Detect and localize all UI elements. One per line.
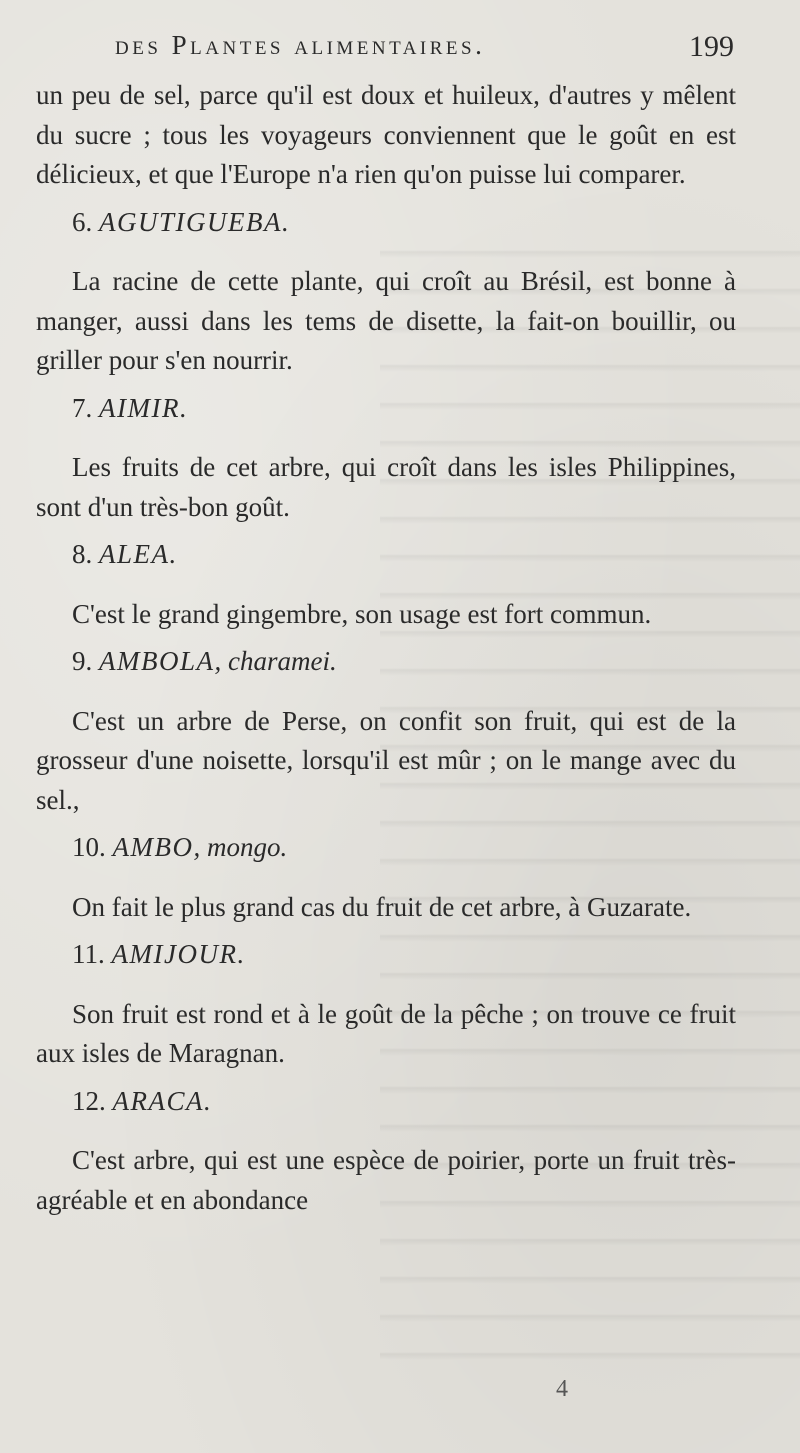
- entry-text: C'est arbre, qui est une espèce de poirier, porte un fruit très-agréable et en abondance: [36, 1145, 736, 1215]
- entry-name: ARACA.: [112, 1085, 213, 1116]
- spacer: [36, 820, 736, 828]
- running-title: des Plantes alimentaires.: [115, 30, 486, 60]
- entry-text: Son fruit est rond et à le goût de la pêche ; on trouve ce fruit aux isles de Maragnan.: [36, 998, 736, 1068]
- entry-number: 12.: [72, 1085, 106, 1116]
- spacer: [36, 381, 736, 389]
- entry-name: AMBOLA: [99, 646, 215, 676]
- entry-text: On fait le plus grand cas du fruit de cet arbre, à Guzarate.: [72, 891, 692, 922]
- entry-number: 8.: [72, 539, 93, 569]
- entry-heading: [36, 935, 736, 975]
- spacer: [36, 634, 736, 642]
- spacer: [36, 682, 736, 702]
- spacer: [36, 1121, 736, 1141]
- spacer: [36, 1074, 736, 1082]
- entry-text: Les fruits de cet arbre, qui croît dans les isles Philippines, sont d'un très-bon goût.: [36, 452, 736, 522]
- spacer: [36, 927, 736, 935]
- spacer: [36, 975, 736, 995]
- entry-heading: [36, 1082, 736, 1122]
- entry-heading: [36, 828, 736, 868]
- entry-text: La racine de cette plante, qui croît au Brésil, est bonne à manger, aussi dans les tems de disette, la fait-on bouillir, ou griller pour s'en nourrir.: [36, 266, 736, 375]
- spacer: [36, 527, 736, 535]
- entry-text: C'est le grand gingembre, son usage est fort commun.: [72, 598, 652, 629]
- entry-name: AMBO: [112, 832, 194, 862]
- spacer: [36, 575, 736, 595]
- intro-paragraph: un peu de sel, parce qu'il est doux et huileux, d'autres y mêlent du sucre ; tous les voyageurs conviennent que le goût en est délicieux, et que l'Europe n'a rien qu'on puisse lui comparer.: [36, 80, 736, 189]
- entry-name: AMIJOUR.: [111, 939, 246, 969]
- spacer: [36, 428, 736, 448]
- running-head: [0, 22, 800, 72]
- entry-heading: [36, 203, 736, 243]
- entry-number: 11.: [72, 939, 105, 969]
- spacer: [36, 195, 736, 203]
- page-number: 199: [689, 30, 734, 63]
- body-text: [36, 76, 736, 1220]
- entry-number: 9.: [72, 646, 93, 676]
- entry-name: AIMIR.: [99, 392, 189, 423]
- signature-mark: 4: [556, 1376, 568, 1402]
- entry-heading: [36, 535, 736, 575]
- entry-number: 7.: [72, 392, 93, 423]
- entry-name: ALEA.: [99, 539, 178, 569]
- spacer: [36, 242, 736, 262]
- entry-number: 6.: [72, 206, 93, 237]
- entry-name: AGUTIGUEBA.: [99, 206, 291, 237]
- entry-heading: [36, 389, 736, 429]
- entry-text: C'est un arbre de Perse, on confit son fruit, qui est de la grosseur d'une noisette, lorsqu'il est mûr ; on le mange avec du sel.,: [36, 705, 736, 815]
- entry-synonym: , mongo.: [193, 832, 288, 862]
- entry-heading: [36, 642, 736, 682]
- entry-number: 10.: [72, 832, 106, 862]
- spacer: [36, 868, 736, 888]
- entry-synonym: , charamei.: [214, 646, 337, 676]
